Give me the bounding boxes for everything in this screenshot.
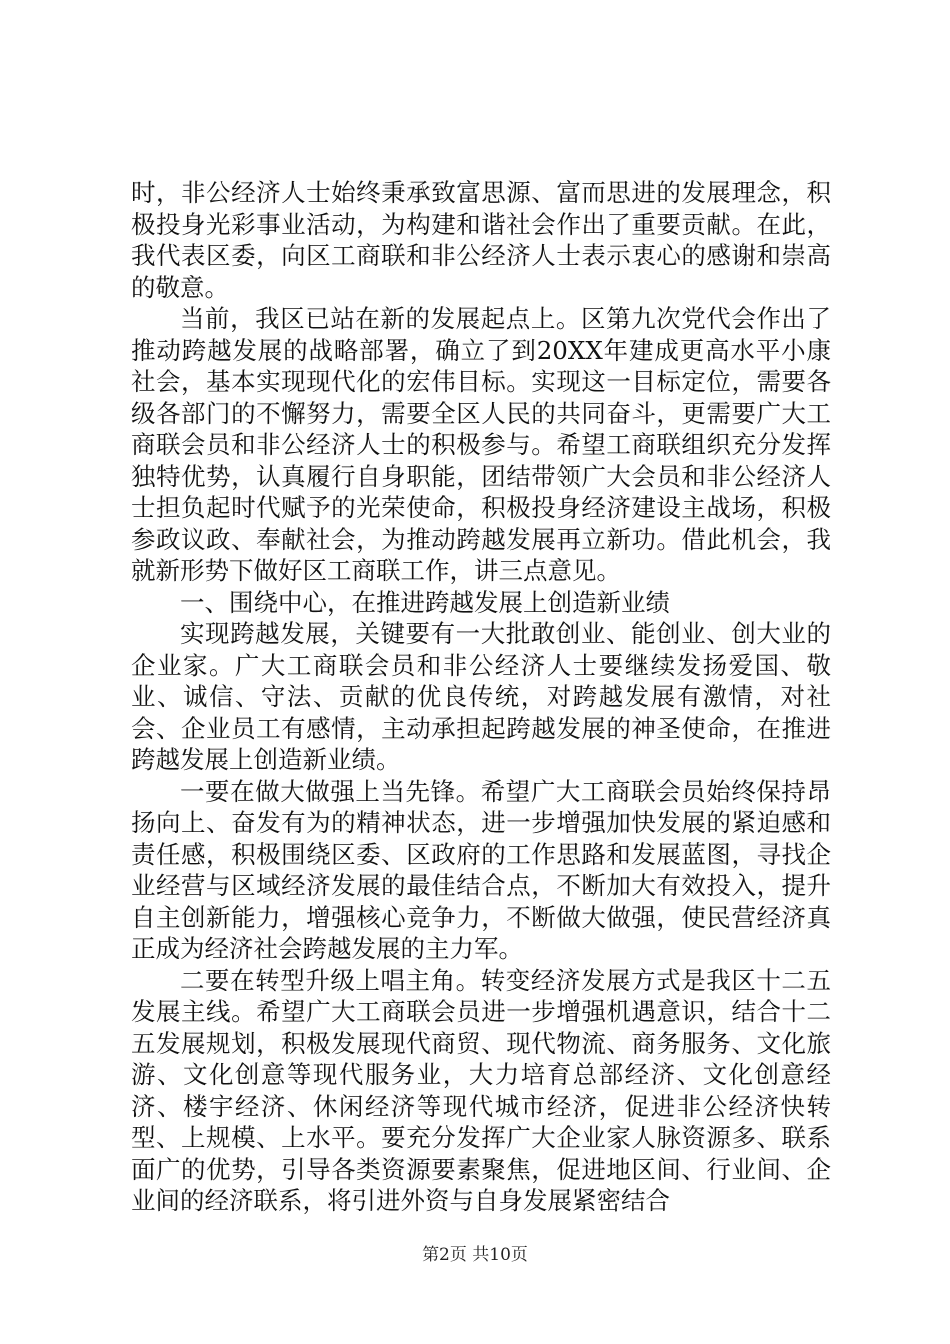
- paragraph-1: 时，非公经济人士始终秉承致富思源、富而思进的发展理念，积极投身光彩事业活动，为构建和谐社会作出了重要贡献。在此，我代表区委，向区工商联和非公经济人士表示衷心的感谢和崇高的敬意。: [131, 178, 831, 302]
- paragraph-3: 实现跨越发展，关键要有一大批敢创业、能创业、创大业的企业家。广大工商联会员和非公经济人士要继续发扬爱国、敬业、诚信、守法、贡献的优良传统，对跨越发展有激情，对社会、企业员工有感情，主动承担起跨越发展的神圣使命，在推进跨越发展上创造新业绩。: [131, 619, 831, 774]
- document-body: [131, 177, 831, 1217]
- paragraph-5: 二要在转型升级上唱主角。转变经济发展方式是我区十二五发展主线。希望广大工商联会员进一步增强机遇意识，结合十二五发展规划，积极发展现代商贸、现代物流、商务服务、文化旅游、文化创意等现代服务业，大力培育总部经济、文化创意经济、楼宇经济、休闲经济等现代城市经济，促进非公经济快转型、上规模、上水平。要充分发挥广大企业家人脉资源多、联系面广的优势，引导各类资源要素聚焦，促进地区间、行业间、企业间的经济联系，将引进外资与自身发展紧密结合: [131, 965, 831, 1215]
- paragraph-2: 当前，我区已站在新的发展起点上。区第九次党代会作出了推动跨越发展的战略部署，确立了到20XX年建成更高水平小康社会，基本实现现代化的宏伟目标。实现这一目标定位，需要各级各部门的不懈努力，需要全区人民的共同奋斗，更需要广大工商联会员和非公经济人士的积极参与。希望工商联组织充分发挥独特优势，认真履行自身职能，团结带领广大会员和非公经济人士担负起时代赋予的光荣使命，积极投身经济建设主战场，积极参政议政、奉献社会，为推动跨越发展再立新功。借此机会，我就新形势下做好区工商联工作，讲三点意见。: [131, 304, 831, 585]
- paragraph-4: 一要在做大做强上当先锋。希望广大工商联会员始终保持昂扬向上、奋发有为的精神状态，进一步增强加快发展的紧迫感和责任感，积极围绕区委、区政府的工作思路和发展蓝图，寻找企业经营与区域经济发展的最佳结合点，不断加大有效投入，提升自主创新能力，增强核心竞争力，不断做大做强，使民营经济真正成为经济社会跨越发展的主力军。: [131, 776, 831, 963]
- section-heading: 一、围绕中心，在推进跨越发展上创造新业绩: [180, 587, 670, 617]
- page-number-footer: 第2页 共10页: [422, 1245, 528, 1265]
